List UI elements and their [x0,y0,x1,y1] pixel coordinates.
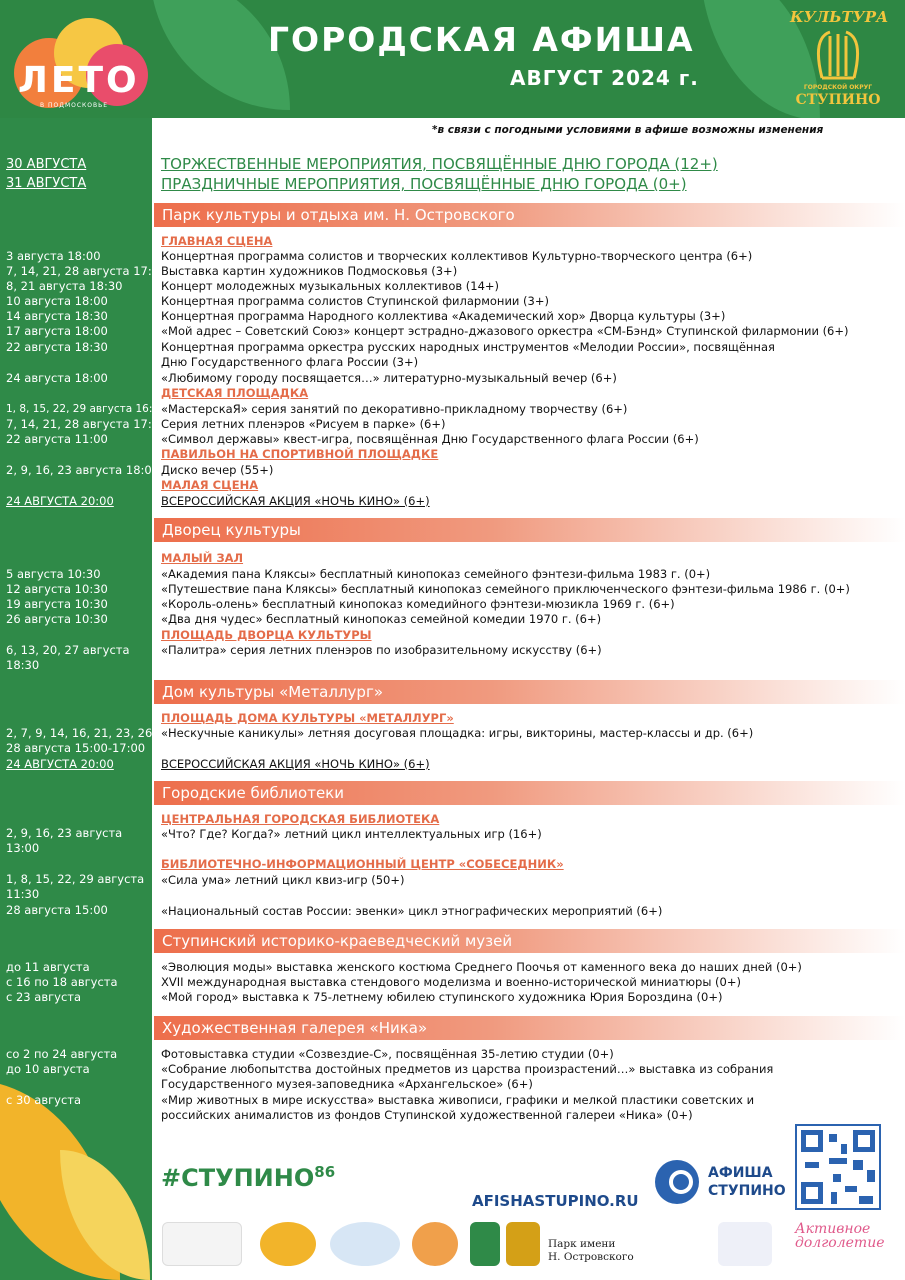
culture-ministry-logo [718,1222,772,1266]
park-event: Выставка картин художников Подмосковья (3+) [161,264,458,278]
dk-date: 18:30 [6,658,40,672]
leto-subtitle: В ПОДМОСКОВЬЕ [40,102,109,109]
culture-logo-title: КУЛЬТУРА [790,8,889,26]
park-event: «Символ державы» квест-игра, посвящённая Дню Государственного флага России (6+) [161,432,699,446]
park-date: 1, 8, 15, 22, 29 августа 16:00 [6,403,166,415]
hashtag [161,1163,335,1192]
site-link[interactable]: AFISHASTUPINO.RU [472,1192,639,1210]
section-park-title: Парк культуры и отдыха им. Н. Островского [154,203,905,227]
park-event: Концертная программа солистов и творческих коллективов Культурно-творческого центра (6+) [161,249,753,263]
gallery-event: российских анималистов из фондов Ступинской художественной галереи «Ника» (0+) [161,1108,693,1122]
dk-event: «Академия пана Кляксы» бесплатный кинопоказ семейного фэнтези-фильма 1983 г. (0+) [161,567,711,581]
park-event: «Любимому городу посвящается…» литературно-музыкальный вечер (6+) [161,371,617,385]
gallery-event: «Собрание любопытства достойных предметов из царства произрастений…» выставка из собрания [161,1062,774,1076]
lyre-icon [812,28,864,82]
sobesednik-logo [412,1222,458,1266]
libraries-date: 28 августа 15:00 [6,903,108,917]
gallery-event: Государственного музея-заповедника «Архангельское» (6+) [161,1077,533,1091]
dolg-line1: Активное [795,1221,871,1237]
park-date: 24 АВГУСТА 20:00 [6,494,114,508]
metallurg-date: 28 августа 15:00-17:00 [6,741,146,755]
page-title: ГОРОДСКАЯ АФИША [268,20,695,59]
dk-sub-square: ПЛОЩАДЬ ДВОРЦА КУЛЬТУРЫ [161,628,372,642]
park-sub-main-stage: ГЛАВНАЯ СЦЕНА [161,234,273,248]
dk-date: 5 августа 10:30 [6,567,101,581]
libraries-event: «Национальный состав России: эвенки» цикл этнографических мероприятий (6+) [161,904,663,918]
park-date: 22 августа 18:30 [6,340,108,354]
afisha-line1: АФИША [708,1165,773,1181]
top-event-2: ПРАЗДНИЧНЫЕ МЕРОПРИЯТИЯ, ПОСВЯЩЁННЫЕ ДНЮ ГОРОДА (0+) [161,175,687,193]
park-sub-kids: ДЕТСКАЯ ПЛОЩАДКА [161,386,309,400]
top-date-2: 31 АВГУСТА [6,176,87,191]
top-event-1: ТОРЖЕСТВЕННЫЕ МЕРОПРИЯТИЯ, ПОСВЯЩЁННЫЕ ДНЮ ГОРОДА (12+) [161,155,718,173]
top-date-1: 30 АВГУСТА [6,157,87,172]
section-museum-title: Ступинский историко-краеведческий музей [154,929,905,953]
libraries-date: 13:00 [6,841,40,855]
culture-logo [790,8,889,112]
libraries-date: 11:30 [6,887,40,901]
gallery-event: «Мир животных в мире искусства» выставка живописи, графики и мелкой пластики советских и [161,1093,755,1107]
culture-logo-city: СТУПИНО [795,92,881,108]
museum-date: с 16 по 18 августа [6,975,118,989]
afisha-logo [708,1164,786,1200]
museum-event: «Мой город» выставка к 75-летнему юбилею ступинского художника Юрия Бороздина (0+) [161,990,723,1004]
gallery-date: до 10 августа [6,1062,90,1076]
crest-logo [260,1222,316,1266]
weather-note: *в связи с погодными условиями в афише возможны изменения [432,124,824,136]
dk-sub-small-hall: МАЛЫЙ ЗАЛ [161,551,244,565]
museum-date: с 23 августа [6,990,82,1004]
page-subtitle: АВГУСТ 2024 г. [510,66,699,90]
metallurg-event: «Нескучные каникулы» летняя досуговая площадка: игры, викторины, мастер-классы и др. (6+) [161,726,754,740]
dk-event: «Король-олень» бесплатный кинопоказ комедийного фэнтези-мюзикла 1969 г. (6+) [161,597,675,611]
dolg-line2: долголетие [795,1235,885,1251]
location-pin-icon [655,1160,699,1204]
dk-date: 26 августа 10:30 [6,612,108,626]
park-event: Концерт молодежных музыкальных коллективов (14+) [161,279,500,293]
park-sub-pavilion: ПАВИЛЬОН НА СПОРТИВНОЙ ПЛОЩАДКЕ [161,447,439,461]
park-date: 14 августа 18:30 [6,309,108,323]
dk-date: 19 августа 10:30 [6,597,108,611]
park-date: 7, 14, 21, 28 августа 17:00 [6,264,167,278]
gallery-date: со 2 по 24 августа [6,1047,118,1061]
left-sidebar [0,0,152,1280]
dk-event: «Путешествие пана Кляксы» бесплатный кинопоказ семейного приключенческого фэнтези-фильма 1986 г. (0+) [161,582,850,596]
metallurg-date: 2, 7, 9, 14, 16, 21, 23, 26, [6,726,156,740]
park-date: 22 августа 11:00 [6,432,108,446]
museum-event: «Эволюция моды» выставка женского костюма Среднего Поочья от каменного века до наших дней (0+) [161,960,802,974]
section-libraries-title: Городские библиотеки [154,781,905,805]
park-date: 10 августа 18:00 [6,294,108,308]
afisha-line2: СТУПИНО [708,1183,786,1199]
park-date: 3 августа 18:00 [6,249,101,263]
park-event: ВСЕРОССИЙСКАЯ АКЦИЯ «НОЧЬ КИНО» (6+) [161,494,430,508]
libraries-event: «Сила ума» летний цикл квиз-игр (50+) [161,873,405,887]
qr-code-icon[interactable] [795,1124,881,1210]
park-event: Диско вечер (55+) [161,463,274,477]
section-metallurg-title: Дом культуры «Металлург» [154,680,905,704]
park-line1: Парк имени [548,1238,616,1250]
gallery-event: Фотовыставка студии «Созвездие-С», посвящённая 35-летию студии (0+) [161,1047,614,1061]
libraries-sub-central: ЦЕНТРАЛЬНАЯ ГОРОДСКАЯ БИБЛИОТЕКА [161,812,440,826]
park-sub-small-stage: МАЛАЯ СЦЕНА [161,478,259,492]
metallurg-event: ВСЕРОССИЙСКАЯ АКЦИЯ «НОЧЬ КИНО» (6+) [161,757,430,771]
metallurg-date: 24 АВГУСТА 20:00 [6,757,114,771]
gallery-date: с 30 августа [6,1093,82,1107]
hashtag-number: 86 [314,1163,336,1181]
section-gallery-title: Художественная галерея «Ника» [154,1016,905,1040]
park-event: Серия летних пленэров «Рисуем в парке» (6+) [161,417,446,431]
dk-date: 12 августа 10:30 [6,582,108,596]
park-date: 7, 14, 21, 28 августа 17:00 [6,417,167,431]
park-event: «МастерскаЯ» серия занятий по декоративно-прикладному творчеству (6+) [161,402,628,416]
library-logo [330,1222,400,1266]
leto-title: ЛЕТО [18,60,140,101]
libraries-date: 2, 9, 16, 23 августа [6,826,123,840]
park-line2: Н. Островского [548,1251,634,1263]
park-date: 8, 21 августа 18:30 [6,279,123,293]
park-date: 17 августа 18:00 [6,324,108,338]
museum-event: XVII международная выставка стендового моделизма и военно-исторической миниатюры (0+) [161,975,741,989]
museum-logo [470,1222,500,1266]
dk-logo [162,1222,242,1266]
hashtag-text: #СТУПИНО [161,1164,315,1192]
dk-event: «Палитра» серия летних пленэров по изобразительному искусству (6+) [161,643,602,657]
museum-date: до 11 августа [6,960,90,974]
header [0,0,905,118]
park-date: 2, 9, 16, 23 августа 18:00 [6,463,160,477]
park-event: Дню Государственного флага России (3+) [161,355,419,369]
culture-logo-sub: ГОРОДСКОЙ ОКРУГ [803,84,873,91]
park-date: 24 августа 18:00 [6,371,108,385]
park-event: Концертная программа солистов Ступинской филармонии (3+) [161,294,549,308]
dk-date: 6, 13, 20, 27 августа [6,643,130,657]
park-event: Концертная программа оркестра русских народных инструментов «Мелодии России», посвящённая [161,340,775,354]
metallurg-sub-square: ПЛОЩАДЬ ДОМА КУЛЬТУРЫ «МЕТАЛЛУРГ» [161,711,454,725]
libraries-sub-sobesednik: БИБЛИОТЕЧНО-ИНФОРМАЦИОННЫЙ ЦЕНТР «СОБЕСЕДНИК» [161,857,564,871]
gallery-logo [506,1222,540,1266]
section-dk-title: Дворец культуры [154,518,905,542]
libraries-date: 1, 8, 15, 22, 29 августа [6,872,145,886]
libraries-event: «Что? Где? Когда?» летний цикл интеллектуальных игр (16+) [161,827,542,841]
park-event: Концертная программа Народного коллектива «Академический хор» Дворца культуры (3+) [161,309,726,323]
dk-event: «Два дня чудес» бесплатный кинопоказ семейной комедии 1970 г. (6+) [161,612,602,626]
park-logo [548,1238,634,1264]
park-event: «Мой адрес – Советский Союз» концерт эстрадно-джазового оркестра «СМ-Бэнд» Ступинской филармонии (6+) [161,324,849,338]
active-longevity-logo [795,1222,885,1250]
